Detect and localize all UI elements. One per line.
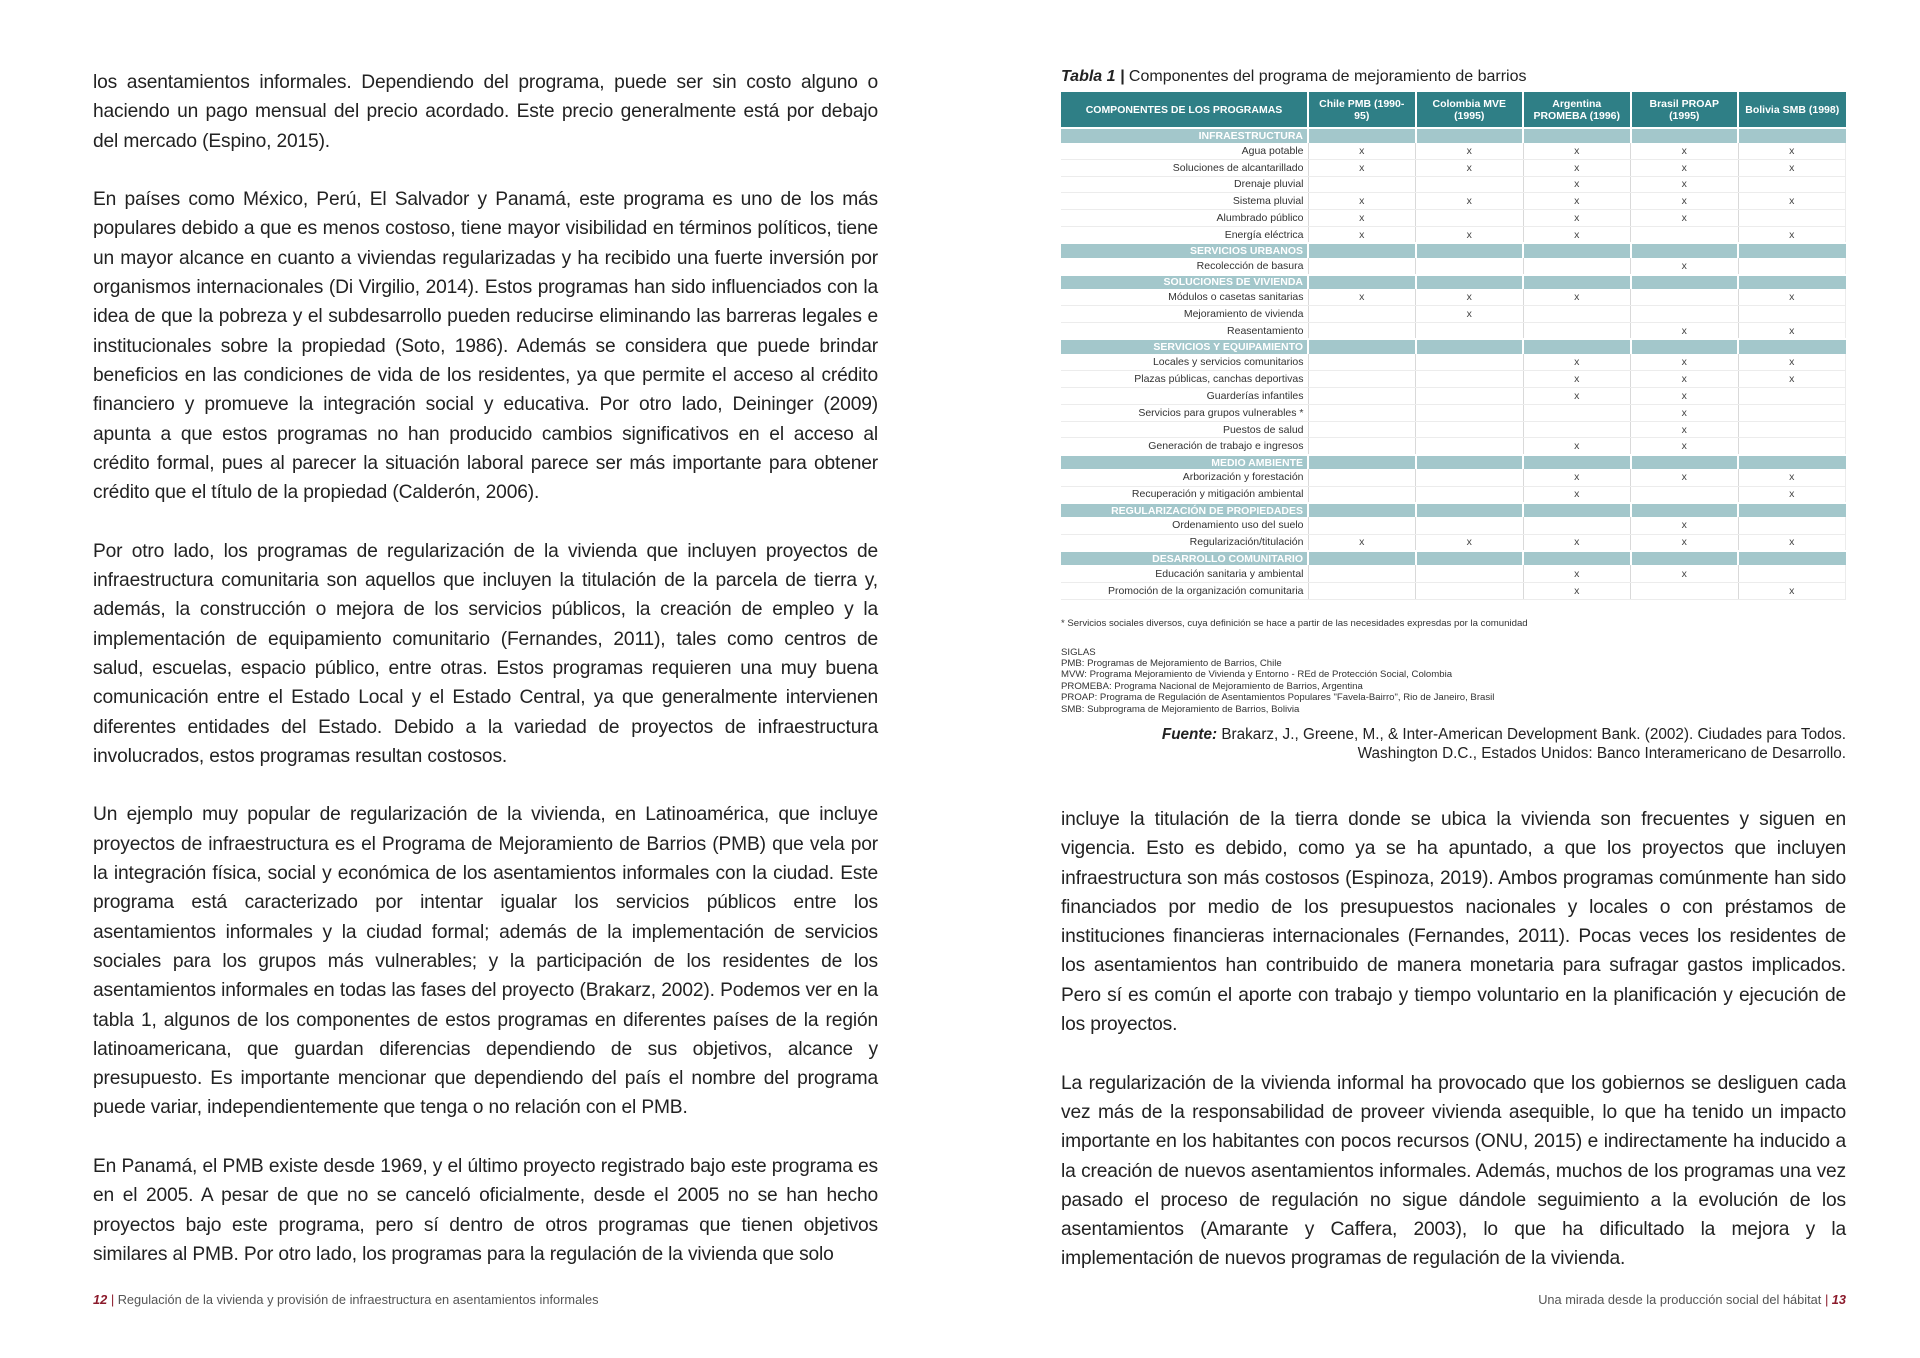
component-label: Reasentamiento: [1061, 323, 1308, 340]
check-mark-cell: x: [1631, 323, 1739, 340]
section-cell: [1416, 455, 1524, 470]
empty-cell: [1308, 517, 1416, 534]
component-label: Educación sanitaria y ambiental: [1061, 565, 1308, 582]
empty-cell: [1308, 371, 1416, 388]
component-label: Energía eléctrica: [1061, 226, 1308, 243]
section-cell: [1308, 503, 1416, 518]
section-cell: [1416, 551, 1524, 566]
component-label: Alumbrado público: [1061, 210, 1308, 227]
page-number: 12: [93, 1292, 108, 1307]
empty-cell: [1308, 469, 1416, 486]
empty-cell: [1631, 226, 1739, 243]
component-label: Ordenamiento uso del suelo: [1061, 517, 1308, 534]
check-mark-cell: x: [1308, 193, 1416, 210]
empty-cell: [1308, 404, 1416, 421]
table-row: [1061, 469, 1846, 486]
table-body: [1061, 128, 1846, 599]
column-header: Chile PMB (1990-95): [1308, 92, 1416, 128]
empty-cell: [1631, 582, 1739, 599]
check-mark-cell: x: [1631, 143, 1739, 160]
paragraph: En Panamá, el PMB existe desde 1969, y el último proyecto registrado bajo este programa es en el 2005. A pesar de que no se canceló oficialmente, desde el 2005 no se han hecho proyectos bajo este programa, pero sí dentro de otros programas que tienen objetivos similares al PMB. Por otro lado, los programas para la regulación de la vivienda que solo: [93, 1155, 878, 1265]
section-cell: [1523, 455, 1631, 470]
table-caption: Componentes del programa de mejoramiento de barrios: [1128, 68, 1527, 85]
check-mark-cell: x: [1631, 193, 1739, 210]
check-mark-cell: x: [1631, 517, 1739, 534]
table-row: [1061, 193, 1846, 210]
table-section-row: [1061, 503, 1846, 518]
section-cell: [1416, 275, 1524, 290]
table-section-row: [1061, 339, 1846, 354]
check-mark-cell: x: [1523, 469, 1631, 486]
check-mark-cell: x: [1631, 565, 1739, 582]
component-label: Agua potable: [1061, 143, 1308, 160]
section-cell: [1416, 503, 1524, 518]
check-mark-cell: x: [1416, 306, 1524, 323]
check-mark-cell: x: [1308, 226, 1416, 243]
check-mark-cell: x: [1523, 565, 1631, 582]
component-label: Drenaje pluvial: [1061, 176, 1308, 193]
check-mark-cell: x: [1738, 323, 1846, 340]
section-cell: [1523, 275, 1631, 290]
column-header: Argentina PROMEBA (1996): [1523, 92, 1631, 128]
check-mark-cell: x: [1523, 388, 1631, 405]
paragraph: Por otro lado, los programas de regularización de la vivienda que incluyen proyectos de infraestructura comunitaria son aquellos que incluyen la titulación de la parcela de tierra y, además, la construcción o mejora de los servicios públicos, la creación de empleo y la implementación de equipamiento comunitario (Fernandes, 2011), tales como centros de salud, escuelas, espacio público, entre otras. Estos programas requieren una muy buena comunicación entre el Estado Local y el Estado Central, ya que generalmente intervienen diferentes entidades del Estado. Debido a la variedad de proyectos de infraestructura involucrados, estos programas resultan costosos.: [93, 540, 878, 767]
section-cell: [1738, 503, 1846, 518]
column-header: Colombia MVE (1995): [1416, 92, 1524, 128]
check-mark-cell: x: [1738, 354, 1846, 371]
running-title: Una mirada desde la producción social del hábitat: [1538, 1292, 1822, 1307]
check-mark-cell: x: [1523, 486, 1631, 503]
section-label: SERVICIOS Y EQUIPAMIENTO: [1061, 339, 1308, 354]
components-table: [1061, 92, 1846, 600]
table-figure: [1061, 68, 1846, 764]
empty-cell: [1308, 486, 1416, 503]
table-section-row: [1061, 128, 1846, 143]
empty-cell: [1308, 388, 1416, 405]
section-cell: [1523, 128, 1631, 143]
left-page-body: [93, 68, 878, 1269]
table-row: [1061, 517, 1846, 534]
table-row: [1061, 159, 1846, 176]
component-label: Recuperación y mitigación ambiental: [1061, 486, 1308, 503]
empty-cell: [1416, 176, 1524, 193]
check-mark-cell: x: [1631, 371, 1739, 388]
check-mark-cell: x: [1523, 143, 1631, 160]
empty-cell: [1308, 421, 1416, 438]
component-label: Recolección de basura: [1061, 258, 1308, 275]
check-mark-cell: x: [1631, 404, 1739, 421]
section-label: MEDIO AMBIENTE: [1061, 455, 1308, 470]
section-cell: [1738, 275, 1846, 290]
empty-cell: [1308, 306, 1416, 323]
empty-cell: [1738, 388, 1846, 405]
check-mark-cell: x: [1738, 226, 1846, 243]
empty-cell: [1416, 258, 1524, 275]
table-row: [1061, 289, 1846, 306]
empty-cell: [1738, 306, 1846, 323]
component-label: Mejoramiento de vivienda: [1061, 306, 1308, 323]
check-mark-cell: x: [1523, 534, 1631, 551]
empty-cell: [1738, 258, 1846, 275]
section-cell: [1523, 339, 1631, 354]
paragraph: incluye la titulación de la tierra donde se ubica la vivienda son frecuentes y siguen en vigencia. Esto es debido, como ya se ha apuntado, a que los proyectos que incluyen infraestructura son más costosos (Espinoza, 2019). Ambos programas comúnmente han sido financiados por medio de los presupuestos nacionales y locales o con préstamos de instituciones financieras internacionales (Fernandes, 2011). Pocas veces los residentes de los asentamientos han contribuido de manera monetaria para sufragar gastos implicados. Pero sí es común el aporte con trabajo y tiempo voluntario en la planificación y ejecución de los proyectos.: [1061, 809, 1846, 1036]
empty-cell: [1416, 388, 1524, 405]
empty-cell: [1416, 438, 1524, 455]
check-mark-cell: x: [1738, 469, 1846, 486]
component-label: Módulos o casetas sanitarias: [1061, 289, 1308, 306]
table-row: [1061, 388, 1846, 405]
empty-cell: [1738, 438, 1846, 455]
section-cell: [1738, 339, 1846, 354]
table-row: [1061, 176, 1846, 193]
check-mark-cell: x: [1523, 582, 1631, 599]
footer-separator: |: [110, 1292, 115, 1307]
check-mark-cell: x: [1631, 388, 1739, 405]
check-mark-cell: x: [1631, 258, 1739, 275]
table-row: [1061, 534, 1846, 551]
acronym-item: PMB: Programas de Mejoramiento de Barrios, Chile: [1061, 657, 1282, 669]
check-mark-cell: x: [1631, 534, 1739, 551]
check-mark-cell: x: [1738, 371, 1846, 388]
table-section-row: [1061, 551, 1846, 566]
table-row: [1061, 565, 1846, 582]
table-row: [1061, 371, 1846, 388]
component-label: Arborización y forestación: [1061, 469, 1308, 486]
section-cell: [1308, 339, 1416, 354]
section-cell: [1738, 243, 1846, 258]
table-row: [1061, 438, 1846, 455]
column-header: COMPONENTES DE LOS PROGRAMAS: [1061, 92, 1308, 128]
table-row: [1061, 421, 1846, 438]
check-mark-cell: x: [1738, 143, 1846, 160]
paragraph: los asentamientos informales. Dependiendo del programa, puede ser sin costo alguno o haciendo un pago mensual del precio acordado. Este precio generalmente está por debajo del mercado (Espino, 2015).: [93, 72, 878, 152]
check-mark-cell: x: [1738, 289, 1846, 306]
component-label: Generación de trabajo e ingresos: [1061, 438, 1308, 455]
table-row: [1061, 354, 1846, 371]
check-mark-cell: x: [1416, 143, 1524, 160]
section-label: DESARROLLO COMUNITARIO: [1061, 551, 1308, 566]
empty-cell: [1416, 354, 1524, 371]
empty-cell: [1308, 565, 1416, 582]
component-label: Plazas públicas, canchas deportivas: [1061, 371, 1308, 388]
check-mark-cell: x: [1416, 289, 1524, 306]
check-mark-cell: x: [1308, 289, 1416, 306]
empty-cell: [1416, 517, 1524, 534]
section-cell: [1523, 551, 1631, 566]
component-label: Regularización/titulación: [1061, 534, 1308, 551]
table-footnote: * Servicios sociales diversos, cuya definición se hace a partir de las necesidades expresdas por la comunidad: [1061, 617, 1528, 629]
acronym-item: MVW: Programa Mejoramiento de Vivienda y Entorno - REd de Protección Social, Colombia: [1061, 669, 1453, 681]
table-section-row: [1061, 455, 1846, 470]
check-mark-cell: x: [1416, 159, 1524, 176]
section-label: SOLUCIONES DE VIVIENDA: [1061, 275, 1308, 290]
section-cell: [1631, 551, 1739, 566]
check-mark-cell: x: [1416, 226, 1524, 243]
table-source: [1061, 725, 1846, 764]
check-mark-cell: x: [1308, 210, 1416, 227]
empty-cell: [1738, 565, 1846, 582]
section-cell: [1308, 275, 1416, 290]
check-mark-cell: x: [1631, 176, 1739, 193]
check-mark-cell: x: [1523, 226, 1631, 243]
table-title: [1061, 68, 1846, 86]
section-cell: [1631, 455, 1739, 470]
table-row: [1061, 323, 1846, 340]
table-number: Tabla 1 |: [1061, 68, 1125, 85]
section-cell: [1523, 503, 1631, 518]
empty-cell: [1523, 306, 1631, 323]
table-section-row: [1061, 275, 1846, 290]
empty-cell: [1416, 469, 1524, 486]
empty-cell: [1631, 289, 1739, 306]
empty-cell: [1416, 582, 1524, 599]
right-page: [960, 0, 1920, 1358]
empty-cell: [1416, 421, 1524, 438]
section-cell: [1308, 551, 1416, 566]
check-mark-cell: x: [1523, 371, 1631, 388]
paragraph: En países como México, Perú, El Salvador y Panamá, este programa es uno de los más populares debido a que es menos costoso, tiene mayor visibilidad en términos políticos, tiene un mayor alcance en cuanto a viviendas regularizadas y ha recibido una fuerte inversión por organismos internacionales (Di Virgilio, 2014). Estos programas han sido influenciados con la idea de que la pobreza y el subdesarrollo pueden reducirse eliminando las barreras legales e institucionales sobre la propiedad (Soto, 1986). Además se considera que puede brindar beneficios en las condiciones de vida de los residentes, ya que permite el acceso al crédito financiero y promueve la integración social y educativa. Por otro lado, Deininger (2009) apunta a que estos programas no han producido cambios significativos en el acceso al crédito formal, pues al parecer la situación laboral parece ser más importante para obtener crédito que el título de la propiedad (Calderón, 2006).: [93, 189, 878, 504]
check-mark-cell: x: [1631, 354, 1739, 371]
empty-cell: [1523, 517, 1631, 534]
section-cell: [1738, 128, 1846, 143]
table-header-row: [1061, 92, 1846, 128]
empty-cell: [1416, 210, 1524, 227]
source-line: Washington D.C., Estados Unidos: Banco Interamericano de Desarrollo.: [1357, 745, 1846, 763]
check-mark-cell: x: [1523, 210, 1631, 227]
column-header: Brasil PROAP (1995): [1631, 92, 1739, 128]
empty-cell: [1523, 258, 1631, 275]
section-cell: [1738, 551, 1846, 566]
check-mark-cell: x: [1308, 143, 1416, 160]
component-label: Sistema pluvial: [1061, 193, 1308, 210]
section-label: REGULARIZACIÓN DE PROPIEDADES: [1061, 503, 1308, 518]
check-mark-cell: x: [1738, 486, 1846, 503]
footer-separator: |: [1824, 1292, 1829, 1307]
section-cell: [1416, 243, 1524, 258]
empty-cell: [1416, 404, 1524, 421]
section-cell: [1523, 243, 1631, 258]
check-mark-cell: x: [1308, 534, 1416, 551]
table-row: [1061, 486, 1846, 503]
component-label: Locales y servicios comunitarios: [1061, 354, 1308, 371]
check-mark-cell: x: [1523, 354, 1631, 371]
check-mark-cell: x: [1738, 159, 1846, 176]
section-cell: [1308, 128, 1416, 143]
right-page-body: [1061, 805, 1846, 1274]
empty-cell: [1416, 486, 1524, 503]
acronym-item: SMB: Subprograma de Mejoramiento de Barrios, Bolivia: [1061, 703, 1300, 715]
section-cell: [1631, 503, 1739, 518]
paragraph: Un ejemplo muy popular de regularización de la vivienda, en Latinoamérica, que incluye proyectos de infraestructura es el Programa de Mejoramiento de Barrios (PMB) que vela por la integración física, social y económica de los asentamientos informales con la ciudad. Este programa está caracterizado por intentar igualar los servicios públicos entre los asentamientos informales y la ciudad formal; además de la implementación de servicios sociales para los grupos más vulnerables; y la participación de los residentes de los asentamientos informales en todas las fases del proyecto (Brakarz, 2002). Podemos ver en la tabla 1, algunos de los componentes de estos programas en diferentes países de la región latinoamericana, que guardan diferencias dependiendo de sus objetivos, alcance y presupuesto. Es importante mencionar que dependiendo del país el nombre del programa puede variar, independientemente que tenga o no relación con el PMB.: [93, 804, 878, 1119]
check-mark-cell: x: [1523, 159, 1631, 176]
empty-cell: [1308, 354, 1416, 371]
acronyms-list: [1061, 647, 1846, 715]
section-cell: [1738, 455, 1846, 470]
empty-cell: [1738, 404, 1846, 421]
table-row: [1061, 143, 1846, 160]
check-mark-cell: x: [1523, 193, 1631, 210]
empty-cell: [1308, 582, 1416, 599]
right-footer: [1538, 1292, 1846, 1307]
check-mark-cell: x: [1523, 438, 1631, 455]
section-cell: [1631, 243, 1739, 258]
component-label: Promoción de la organización comunitaria: [1061, 582, 1308, 599]
check-mark-cell: x: [1308, 159, 1416, 176]
column-header: Bolivia SMB (1998): [1738, 92, 1846, 128]
empty-cell: [1738, 176, 1846, 193]
empty-cell: [1416, 323, 1524, 340]
empty-cell: [1738, 517, 1846, 534]
section-label: INFRAESTRUCTURA: [1061, 128, 1308, 143]
empty-cell: [1738, 421, 1846, 438]
section-cell: [1416, 128, 1524, 143]
table-row: [1061, 226, 1846, 243]
check-mark-cell: x: [1631, 469, 1739, 486]
empty-cell: [1631, 306, 1739, 323]
check-mark-cell: x: [1523, 289, 1631, 306]
table-row: [1061, 210, 1846, 227]
page-number: 13: [1831, 1292, 1846, 1307]
section-cell: [1416, 339, 1524, 354]
table-section-row: [1061, 243, 1846, 258]
empty-cell: [1631, 486, 1739, 503]
section-cell: [1308, 455, 1416, 470]
empty-cell: [1523, 404, 1631, 421]
empty-cell: [1523, 323, 1631, 340]
component-label: Guarderías infantiles: [1061, 388, 1308, 405]
empty-cell: [1416, 371, 1524, 388]
empty-cell: [1416, 565, 1524, 582]
table-row: [1061, 306, 1846, 323]
empty-cell: [1523, 421, 1631, 438]
section-cell: [1631, 339, 1739, 354]
empty-cell: [1308, 258, 1416, 275]
check-mark-cell: x: [1416, 193, 1524, 210]
section-cell: [1308, 243, 1416, 258]
left-footer: [93, 1292, 599, 1307]
section-cell: [1631, 128, 1739, 143]
table-row: [1061, 258, 1846, 275]
check-mark-cell: x: [1631, 438, 1739, 455]
check-mark-cell: x: [1416, 534, 1524, 551]
check-mark-cell: x: [1738, 193, 1846, 210]
empty-cell: [1308, 323, 1416, 340]
paragraph: La regularización de la vivienda informal ha provocado que los gobiernos se desliguen cada vez más de la responsabilidad de proveer vivienda asequible, lo que ha tenido un impacto importante en los habitantes con pocos recursos (ONU, 2015) e indirectamente ha inducido a la creación de nuevos asentamientos informales. Además, muchos de los programas una vez pasado el proceso de regulación no sigue dándole seguimiento a la evolución de los asentamientos (Amarante y Caffera, 2003), lo que ha dificultado la mejora y la implementación de nuevos programas de regulación de la vivienda.: [1061, 1072, 1846, 1270]
table-row: [1061, 404, 1846, 421]
check-mark-cell: x: [1738, 582, 1846, 599]
acronyms-title: SIGLAS: [1061, 646, 1096, 658]
acronym-item: PROAP: Programa de Regulación de Asentamientos Populares "Favela-Bairro", Rio de Janeiro, Brasil: [1061, 692, 1495, 704]
empty-cell: [1308, 176, 1416, 193]
component-label: Servicios para grupos vulnerables *: [1061, 404, 1308, 421]
acronym-item: PROMEBA: Programa Nacional de Mejoramiento de Barrios, Argentina: [1061, 680, 1363, 692]
source-label: Fuente:: [1161, 725, 1218, 743]
section-label: SERVICIOS URBANOS: [1061, 243, 1308, 258]
component-label: Puestos de salud: [1061, 421, 1308, 438]
empty-cell: [1738, 210, 1846, 227]
component-label: Soluciones de alcantarillado: [1061, 159, 1308, 176]
check-mark-cell: x: [1631, 421, 1739, 438]
empty-cell: [1308, 438, 1416, 455]
check-mark-cell: x: [1631, 159, 1739, 176]
check-mark-cell: x: [1738, 534, 1846, 551]
running-title: Regulación de la vivienda y provisión de infraestructura en asentamientos informales: [117, 1292, 599, 1307]
check-mark-cell: x: [1631, 210, 1739, 227]
section-cell: [1631, 275, 1739, 290]
source-line: Brakarz, J., Greene, M., & Inter-American Development Bank. (2002). Ciudades para Todos.: [1221, 725, 1846, 743]
table-row: [1061, 582, 1846, 599]
check-mark-cell: x: [1523, 176, 1631, 193]
